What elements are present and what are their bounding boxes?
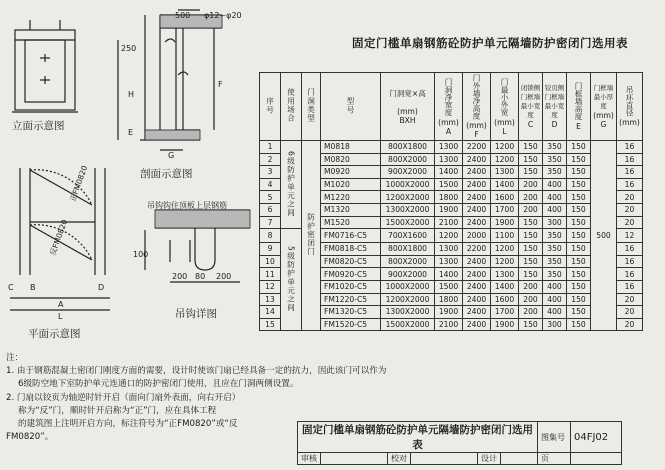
table-cell: FM1520-C5 [321, 318, 381, 331]
table-cell: 14 [260, 306, 281, 319]
table-cell: 1000X2000 [381, 280, 435, 293]
table-cell: 1700 [491, 203, 519, 216]
table-cell: 800X2000 [381, 255, 435, 268]
table-cell: 150 [567, 191, 591, 204]
dim-80-label: 80 [195, 272, 206, 281]
tb-design-sign [501, 453, 538, 465]
table-cell: 800X1800 [381, 141, 435, 154]
table-cell: 1500 [435, 178, 463, 191]
table-cell: FM0820-C5 [321, 255, 381, 268]
table-cell: 1200X2000 [381, 191, 435, 204]
table-cell: 8 [260, 229, 281, 243]
table-cell: 1100 [491, 229, 519, 243]
table-cell: 350 [543, 153, 567, 166]
table-cell: 400 [543, 178, 567, 191]
table-cell: 400 [543, 280, 567, 293]
table-cell: 400 [543, 203, 567, 216]
table-cell: 2400 [463, 178, 491, 191]
table-cell: 200 [519, 203, 543, 216]
table-cell: 1 [260, 141, 281, 154]
table-cell: 1400 [435, 166, 463, 179]
table-cell: 150 [567, 280, 591, 293]
header-door-type: 门洞类型 [302, 73, 321, 141]
table-cell: 150 [519, 216, 543, 229]
dim-e-label: E [128, 128, 134, 137]
table-cell: 1200X2000 [381, 293, 435, 306]
table-cell: 2400 [463, 306, 491, 319]
table-cell: 150 [567, 216, 591, 229]
table-cell: 1900 [491, 318, 519, 331]
table-cell: 1700 [491, 306, 519, 319]
table-cell: 11 [260, 268, 281, 281]
header-no: 序号 [260, 73, 281, 141]
table-cell: 16 [617, 153, 643, 166]
table-cell: 16 [617, 166, 643, 179]
table-cell: 350 [543, 166, 567, 179]
table-cell: FM0716-C5 [321, 229, 381, 243]
table-cell: 1200 [491, 243, 519, 256]
dim-b-label: B [30, 283, 36, 292]
table-cell: 150 [519, 166, 543, 179]
table-cell: 20 [617, 191, 643, 204]
table-cell: 150 [567, 318, 591, 331]
table-cell: 350 [543, 229, 567, 243]
table-cell: 12 [260, 280, 281, 293]
table-cell: 150 [567, 255, 591, 268]
table-cell: 2400 [463, 280, 491, 293]
plan-label-1: 正FM0820 [68, 164, 90, 203]
table-cell: 1300 [435, 141, 463, 154]
table-cell: 20 [617, 203, 643, 216]
table-cell: 800X2000 [381, 153, 435, 166]
table-cell: 150 [567, 293, 591, 306]
section-title: 剖面示意图 [140, 168, 193, 180]
tb-review: 审核 [298, 453, 321, 465]
header-l: 门最小外宽 (mm) L [491, 73, 519, 141]
header-size: 门洞宽×高 (mm) BXH [381, 73, 435, 141]
dim-h-label: H [128, 90, 135, 99]
dim-c-label: C [8, 283, 14, 292]
table-cell: 2400 [463, 153, 491, 166]
door-type-cell: 防护密闭门 [302, 141, 321, 331]
dim-200b-label: 200 [216, 272, 232, 281]
table-row [260, 141, 643, 154]
table-cell: 2400 [463, 293, 491, 306]
table-cell: FM0818-C5 [321, 243, 381, 256]
table-cell: 150 [519, 318, 543, 331]
dim-200a-label: 200 [172, 272, 188, 281]
tb-design: 设计 [478, 453, 501, 465]
table-cell: 16 [617, 280, 643, 293]
note-1a: 1. 由于钢筋混凝土密闭门刚度方面的需要，设计时使该门扇已经具备一定的抗力，因此该门可以作为 [6, 366, 387, 377]
header-e: 门框墙高度 E [567, 73, 591, 141]
table-cell: 1300 [491, 166, 519, 179]
note-2b: 称为“反”门，顺时针开启称为“正”门，应在具体工程 [18, 405, 217, 416]
table-cell: 200 [519, 191, 543, 204]
table-cell: 1500X2000 [381, 318, 435, 331]
tb-atlas-label: 图集号 [538, 422, 571, 453]
table-cell: 400 [543, 293, 567, 306]
table-cell: 16 [617, 141, 643, 154]
table-cell: 350 [543, 255, 567, 268]
table-cell: 700X1600 [381, 229, 435, 243]
table-cell: 2 [260, 153, 281, 166]
table-cell: 2100 [435, 216, 463, 229]
table-cell: 2200 [463, 141, 491, 154]
table-cell: 1600 [491, 191, 519, 204]
table-cell: 200 [519, 178, 543, 191]
table-cell: 200 [519, 293, 543, 306]
table-cell: FM0920-C5 [321, 268, 381, 281]
table-cell: 150 [567, 243, 591, 256]
table-cell: 800X1800 [381, 243, 435, 256]
note-2a: 2. 门扇以铰页为轴逆时针开启（面向门扇外表面，向右开启） [6, 392, 241, 403]
table-cell: 1900 [435, 306, 463, 319]
table-cell: 300 [543, 216, 567, 229]
table-cell: 2400 [463, 216, 491, 229]
table-cell: 150 [519, 268, 543, 281]
table-cell: 1400 [491, 280, 519, 293]
table-cell: 15 [260, 318, 281, 331]
table-cell: M0920 [321, 166, 381, 179]
table-cell: 1300 [435, 153, 463, 166]
table-header-row [260, 73, 643, 141]
header-g: 门框墙最小厚度 (mm) G [591, 73, 617, 141]
table-cell: 9 [260, 243, 281, 256]
table-cell: 1800 [435, 293, 463, 306]
table-cell: 16 [617, 255, 643, 268]
table-cell: 150 [567, 178, 591, 191]
table-cell: 20 [617, 306, 643, 319]
table-cell: 150 [567, 166, 591, 179]
header-d: 铰页侧门框墙最小宽度 D [543, 73, 567, 141]
table-cell: 7 [260, 216, 281, 229]
table-cell: 16 [617, 243, 643, 256]
table-cell: 2400 [463, 166, 491, 179]
table-cell: 1900 [435, 203, 463, 216]
table-cell: 2400 [463, 191, 491, 204]
table-cell: 1500 [435, 280, 463, 293]
note-2c: 的建筑图上注明开启方向，标注符号为“正FM0820”或“反 [18, 419, 238, 430]
table-cell: 150 [567, 268, 591, 281]
table-cell: 2400 [463, 268, 491, 281]
table-cell: 20 [617, 216, 643, 229]
table-cell: 1300 [435, 255, 463, 268]
dim-a-label: A [58, 300, 64, 309]
table-cell: 300 [543, 318, 567, 331]
table-cell: 4 [260, 178, 281, 191]
table-cell: 2100 [435, 318, 463, 331]
table-cell: 1300 [435, 243, 463, 256]
table-cell: M0820 [321, 153, 381, 166]
tb-check: 校对 [388, 453, 411, 465]
section-drawing [118, 10, 222, 150]
header-ring: 吊环直径 (mm) [617, 73, 643, 141]
elevation-title: 立面示意图 [12, 120, 65, 132]
table-cell: M1220 [321, 191, 381, 204]
table-cell: 2000 [463, 229, 491, 243]
table-cell: 150 [519, 255, 543, 268]
table-cell: M1520 [321, 216, 381, 229]
table-cell: 20 [617, 318, 643, 331]
place-group-1: 6级防护单元之间 [281, 141, 302, 229]
table-cell: 16 [617, 178, 643, 191]
plan-label-2: 反FM0820 [48, 218, 70, 257]
thickness-cell: 500 [591, 141, 617, 331]
table-cell: 1000X2000 [381, 178, 435, 191]
table-cell: 150 [567, 306, 591, 319]
table-cell: 1400 [491, 178, 519, 191]
table-cell: 350 [543, 243, 567, 256]
note-1b: 6级防空地下室防护单元连通口的防护密闭门使用，且应在门洞两侧设置。 [18, 379, 299, 390]
rebar-label: φ12~φ20 [204, 11, 242, 20]
table-cell: 1200 [491, 153, 519, 166]
table-cell: 150 [519, 153, 543, 166]
tb-page-label: 页 [538, 453, 571, 465]
table-cell: M0818 [321, 141, 381, 154]
table-cell: 2400 [463, 318, 491, 331]
dim-l-label: L [58, 312, 63, 321]
header-model: 型号 [321, 73, 381, 141]
tb-review-sign [321, 453, 388, 465]
header-c: 闭锁侧门框墙最小宽度 C [519, 73, 543, 141]
table-cell: 6 [260, 203, 281, 216]
table-cell: 1200 [435, 229, 463, 243]
table-cell: 1300 [491, 268, 519, 281]
table-cell: 350 [543, 141, 567, 154]
table-cell: 150 [519, 229, 543, 243]
table-cell: 16 [617, 268, 643, 281]
table-cell: 2200 [463, 243, 491, 256]
table-cell: M1020 [321, 178, 381, 191]
table-cell: FM1020-C5 [321, 280, 381, 293]
table-cell: 20 [617, 293, 643, 306]
header-place: 使用场合 [281, 73, 302, 141]
dim-500-label: 500 [175, 11, 191, 20]
tb-page-no [571, 453, 622, 465]
table-cell: 200 [519, 306, 543, 319]
title-block [297, 421, 622, 465]
notes-head: 注： [6, 353, 24, 363]
table-cell: 150 [567, 153, 591, 166]
table-cell: 1400 [435, 268, 463, 281]
tb-atlas-no: 04FJ02 [571, 422, 622, 453]
dim-f-label: F [218, 80, 223, 89]
table-cell: FM1320-C5 [321, 306, 381, 319]
table-cell: 5 [260, 191, 281, 204]
table-title: 固定门槛单扇钢筋砼防护单元隔墙防护密闭门选用表 [352, 36, 628, 50]
hook-note: 吊钩钩住顶板上层钢筋 [147, 201, 227, 210]
table-cell: 150 [567, 141, 591, 154]
table-cell: 2400 [463, 203, 491, 216]
table-cell: 150 [519, 243, 543, 256]
header-f: 门外墙净高度 (mm) F [463, 73, 491, 141]
table-cell: 1600 [491, 293, 519, 306]
table-cell: 400 [543, 191, 567, 204]
table-cell: 400 [543, 306, 567, 319]
table-cell: 1200 [491, 255, 519, 268]
header-a: 门洞净宽度 (mm) A [435, 73, 463, 141]
tb-check-sign [411, 453, 478, 465]
table-cell: 13 [260, 293, 281, 306]
table-cell: 150 [567, 229, 591, 243]
table-body [260, 141, 643, 331]
table-cell: 150 [519, 141, 543, 154]
table-cell: 3 [260, 166, 281, 179]
hook-title: 吊钩详图 [175, 308, 217, 320]
table-cell: 2400 [463, 255, 491, 268]
table-cell: 200 [519, 280, 543, 293]
table-cell: 1900 [491, 216, 519, 229]
table-cell: 1300X2000 [381, 306, 435, 319]
table-cell: 1500X2000 [381, 216, 435, 229]
table-cell: 1200 [491, 141, 519, 154]
dim-d-label: D [98, 283, 105, 292]
selection-table [259, 72, 643, 331]
table-cell: 900X2000 [381, 166, 435, 179]
table-cell: M1320 [321, 203, 381, 216]
table-cell: FM1220-C5 [321, 293, 381, 306]
table-cell: 150 [567, 203, 591, 216]
table-cell: 1300X2000 [381, 203, 435, 216]
place-group-2: 5级防护单元之间 [281, 229, 302, 331]
table-cell: 900X2000 [381, 268, 435, 281]
table-cell: 10 [260, 255, 281, 268]
dim-100-label: 100 [133, 250, 149, 259]
elevation-drawing [12, 20, 78, 112]
plan-title: 平面示意图 [28, 328, 81, 340]
tb-title: 固定门槛单扇钢筋砼防护单元隔墙防护密闭门选用表 [298, 422, 538, 453]
note-2d: FM0820”。 [6, 432, 54, 443]
table-cell: 12 [617, 229, 643, 243]
dim-250-label: 250 [121, 44, 137, 53]
dim-g-label: G [168, 151, 175, 160]
table-cell: 1800 [435, 191, 463, 204]
table-cell: 350 [543, 268, 567, 281]
